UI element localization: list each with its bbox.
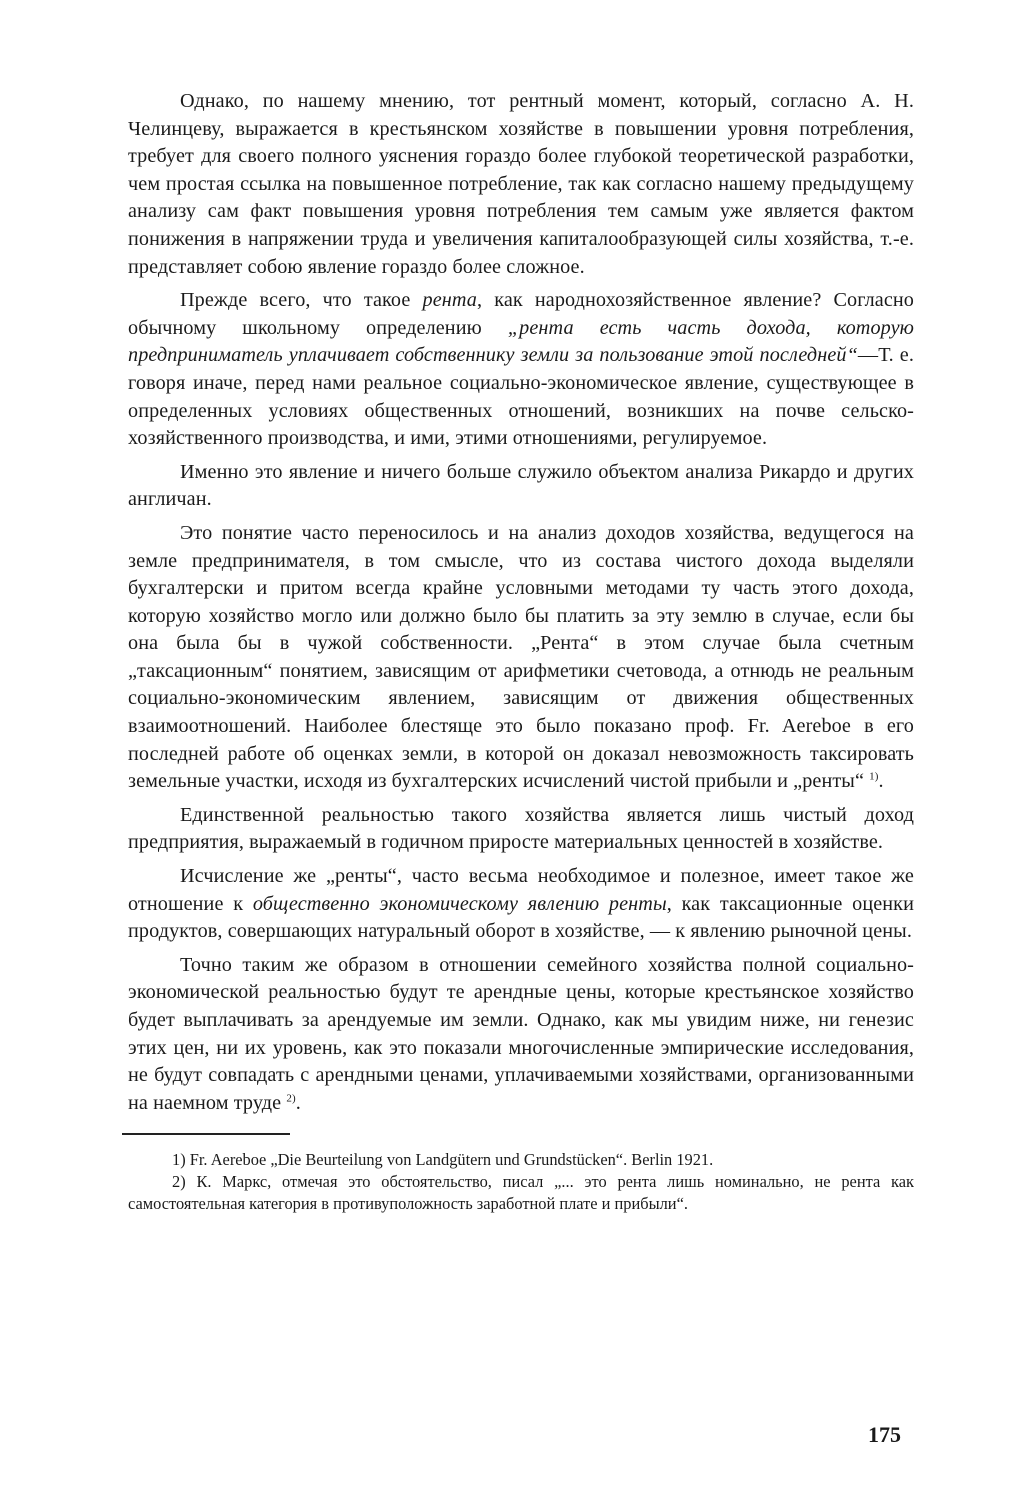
footnote-divider (122, 1133, 290, 1135)
footnote-ref: 2) (286, 1092, 296, 1105)
text-segment: Исчисление же „ренты“, часто весьма необходимое и полезное, имеет такое же отношение к (128, 865, 914, 915)
page-body (128, 88, 914, 1215)
paragraph (128, 287, 914, 453)
footnote: 2) К. Маркс, отмечая это обстоятельство, писал „... это рента лишь номинально, не рента как самостоятельная категория в противуположность заработной плате и прибыли“. (128, 1172, 914, 1214)
paragraph (128, 88, 914, 281)
footnotes (128, 1149, 914, 1215)
paragraph (128, 459, 914, 514)
text-segment: , как таксационные оценки продуктов, совершающих натуральный оборот в хозяйстве, — к явлению рыночной цены. (128, 892, 914, 943)
italic-text: общественно экономическому явлению ренты (252, 892, 667, 915)
paragraph (128, 802, 914, 857)
paragraph (128, 520, 914, 796)
main-text (128, 88, 914, 1117)
text-segment: Точно таким же образом в отношении семейного хозяйства полной социально-экономической реальностью будут те арендные цены, которые крестьянское хозяйство будет выплачивать за арендуемые им земли. Однако, как мы увидим ниже, ни генезис этих цен, ни их уровень, как это показали многочисленные эмпирические исследования, не будут совпадать с арендными ценами, уплачиваемыми хозяйствами, организованными на наемном труде (128, 953, 914, 1114)
page-number: 175 (868, 1422, 901, 1447)
text-segment: Это понятие часто переносилось и на анализ доходов хозяйства, ведущегося на земле предпринимателя, в том смысле, что из состава чистого дохода выделяли бухгалтерски и притом всегда крайне условными методами ту часть этого дохода, которую хозяйство могло или должно было бы платить за эту землю в случае, если бы она была бы в чужой собственности. „Рента“ в этом случае была счетным „таксационным“ понятием, зависящим от арифметики счетовода, а отнюдь не реальным социально-экономическим явлением, зависящим от движения общественных взаимоотношений. Наиболее блестяще это было показано проф. Fr. Aereboe в его последней работе об оценках земли, в которой он доказал невозможность таксировать земельные участки, исходя из бухгалтерских исчислений чистой прибыли и „ренты“ (128, 521, 914, 793)
italic-text: „рента есть часть дохода, которую предприниматель уплачивает собственнику земли за пользование этой последней“ (128, 316, 914, 367)
paragraph (128, 952, 914, 1118)
text-segment: . (878, 770, 884, 793)
text-segment: —Т. е. говоря иначе, перед нами реальное социально-экономическое явление, существующее в определенных условиях общественных отношений, возникших на почве сельско-хозяйственного производства, и ими, этими отношениями, регулируемое. (128, 344, 914, 450)
text-segment: . (295, 1091, 301, 1114)
footnote-ref: 1) (869, 770, 879, 783)
text-segment: Единственной реальностью такого хозяйства является лишь чистый доход предприятия, выражаемый в годичном приросте материальных ценностей в хозяйстве. (128, 803, 914, 854)
text-segment: Именно это явление и ничего больше служило объектом анализа Рикардо и других англичан. (128, 460, 914, 511)
text-segment: , как народнохозяйственное явление? Согласно обычному школьному определению (128, 289, 914, 339)
text-segment: Однако, по нашему мнению, тот рентный момент, который, согласно А. Н. Челинцеву, выражается в крестьянском хозяйстве в повышении уровня потребления, требует для своего полного уяснения гораздо более глубокой теоретической разработки, чем простая ссылка на повышенное потребление, так как согласно нашему предыдущему анализу сам факт повышения уровня потребления тем самым уже является фактом понижения в напряжении труда и увеличения капиталообразующей силы хозяйства, т.-е. представляет собою явление гораздо более сложное. (128, 90, 914, 278)
text-segment: Прежде всего, что такое (180, 289, 423, 312)
italic-text: рента (422, 289, 477, 312)
paragraph (128, 863, 914, 946)
footnote: 1) Fr. Aereboe „Die Beurteilung von Landgütern und Grundstücken“. Berlin 1921. (172, 1150, 714, 1170)
